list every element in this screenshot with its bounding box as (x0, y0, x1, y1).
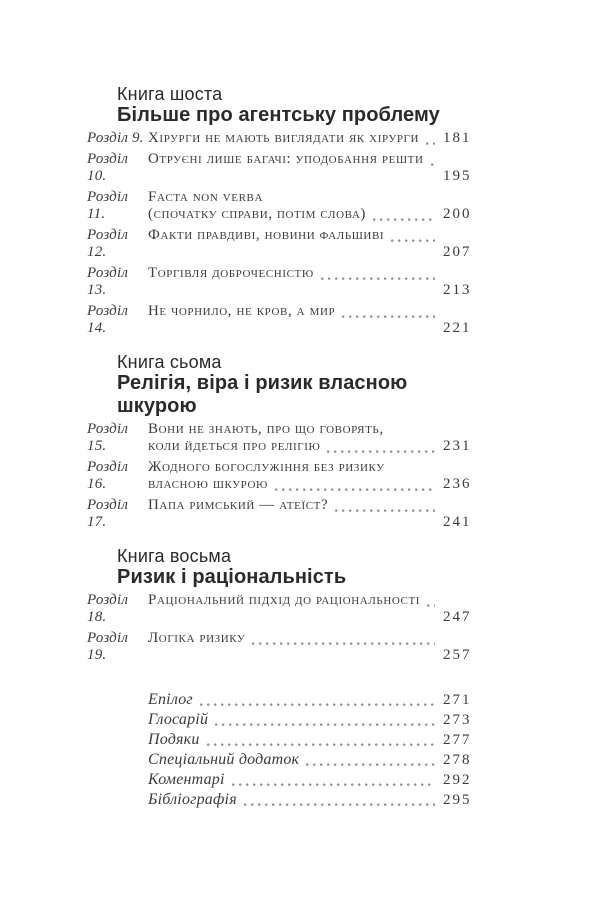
book-kicker: Книга шоста (117, 84, 223, 104)
backmatter-entry (87, 710, 485, 730)
toc-entry (87, 459, 485, 493)
toc-entry (87, 151, 485, 185)
dot-leader (232, 783, 435, 786)
toc-entry (87, 227, 485, 261)
chapter-title: Раціональний підхід до раціональності (148, 592, 421, 608)
chapter-title: Отруєні лише багачі: уподобання решти (148, 151, 424, 167)
page-number: 200 (443, 206, 472, 222)
backmatter-entry (87, 790, 485, 810)
dot-leader (391, 239, 435, 242)
toc-entry (87, 592, 485, 626)
page-number: 207 (443, 244, 472, 260)
chapter-title-line2: власною шкурою (148, 476, 268, 492)
dot-leader (244, 803, 435, 806)
page-number: 231 (443, 438, 472, 454)
dot-leader (321, 277, 435, 280)
dot-leader (335, 509, 435, 512)
toc-entry (87, 265, 485, 299)
page-number: 195 (443, 168, 472, 184)
chapter-label: Розділ 12. (87, 227, 129, 260)
dot-leader (207, 743, 435, 746)
dot-leader (373, 218, 435, 221)
page-number: 295 (443, 792, 472, 808)
backmatter-title: Бібліографія (148, 791, 237, 808)
chapter-title-line2: коли йдеться про релігію (148, 438, 321, 454)
chapter-label: Розділ 11. (87, 189, 129, 222)
chapter-title: Папа римський — атеїст? (148, 497, 329, 513)
book-section-7 (87, 352, 485, 531)
dot-leader (306, 763, 435, 766)
dot-leader (426, 142, 435, 145)
page-number: 247 (443, 609, 472, 625)
chapter-label: Розділ 19. (87, 630, 129, 663)
book-title: Релігія, віра і ризик власною шкурою (117, 372, 408, 417)
dot-leader (342, 315, 435, 318)
toc-entry (87, 130, 485, 147)
backmatter-entry (87, 730, 485, 750)
chapter-title: Торгівля доброчесністю (148, 265, 314, 281)
dot-leader (427, 604, 435, 607)
toc-entry (87, 497, 485, 531)
chapter-label: Розділ 15. (87, 421, 129, 454)
chapter-title: Факти правдиві, новини фальшиві (148, 227, 385, 243)
chapter-title: Не чорнило, не кров, а мир (148, 303, 336, 319)
chapter-label: Розділ 13. (87, 265, 129, 298)
page-number: 273 (443, 712, 472, 728)
backmatter-title: Подяки (148, 731, 200, 748)
backmatter-title: Епілог (148, 691, 193, 708)
toc-entry (87, 421, 485, 455)
page-number: 181 (443, 130, 472, 146)
page-number: 241 (443, 514, 472, 530)
book-section-6 (87, 84, 485, 337)
chapter-label: Розділ 10. (87, 151, 129, 184)
dot-leader (252, 642, 435, 645)
book-title: Ризик і раціональність (117, 566, 347, 588)
chapter-title: Жодного богослужіння без ризику (148, 459, 385, 475)
chapter-title: Логіка ризику (148, 630, 246, 646)
backmatter-entry (87, 750, 485, 770)
book-title: Більше про агентську проблему (117, 104, 440, 126)
toc-entry (87, 630, 485, 664)
backmatter-entry (87, 690, 485, 710)
page-number: 292 (443, 772, 472, 788)
page-number: 271 (443, 692, 472, 708)
dot-leader (327, 450, 435, 453)
dot-leader (215, 723, 435, 726)
dot-leader (200, 703, 435, 706)
book-kicker: Книга сьома (117, 352, 222, 372)
book-kicker: Книга восьма (117, 546, 232, 566)
page-number: 257 (443, 647, 472, 663)
chapter-title-line2: (спочатку справи, потім слова) (148, 206, 367, 222)
chapter-label: Розділ 9. (87, 130, 144, 146)
page-number: 221 (443, 320, 472, 336)
page-number: 236 (443, 476, 472, 492)
chapter-label: Розділ 18. (87, 592, 129, 625)
toc-entry (87, 189, 485, 223)
page-number: 277 (443, 732, 472, 748)
backmatter-section (87, 690, 485, 810)
page-number: 278 (443, 752, 472, 768)
dot-leader (275, 488, 435, 491)
chapter-title: Хірурги не мають виглядати як хірурги (148, 130, 420, 146)
page-number: 213 (443, 282, 472, 298)
backmatter-entry (87, 770, 485, 790)
chapter-label: Розділ 16. (87, 459, 129, 492)
dot-leader (431, 163, 435, 166)
chapter-title: Facta non verba (148, 189, 264, 205)
chapter-label: Розділ 17. (87, 497, 129, 530)
backmatter-title: Глосарій (148, 711, 209, 728)
toc-entry (87, 303, 485, 337)
chapter-title: Вони не знають, про що говорять, (148, 421, 384, 437)
backmatter-title: Спеціальний додаток (148, 751, 300, 768)
chapter-label: Розділ 14. (87, 303, 129, 336)
backmatter-title: Коментарі (148, 771, 225, 788)
book-section-8 (87, 546, 485, 664)
